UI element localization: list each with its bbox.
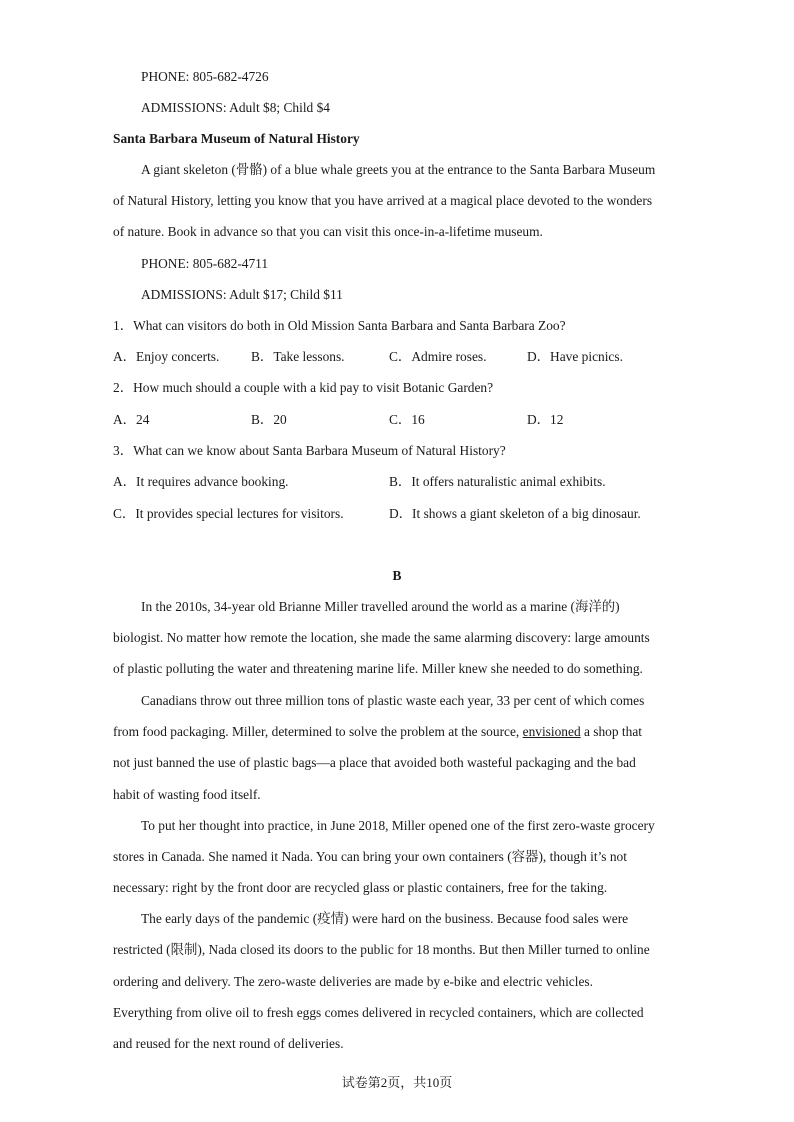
passage-line: Canadians throw out three million tons of plastic waste each year, 33 per cent of which comes	[141, 693, 645, 708]
passage-text: from food packaging. Miller, determined to solve the problem at the source,	[113, 724, 523, 739]
passage-line: restricted (限制), Nada closed its doors to the public for 18 months. But then Miller turned to online	[113, 942, 650, 957]
underlined-word: envisioned	[522, 724, 581, 739]
question-3-stem: 3．What can we know about Santa Barbara Museum of Natural History?	[113, 443, 506, 458]
museum-text-line: of nature. Book in advance so that you can visit this once-in-a-lifetime museum.	[113, 224, 543, 239]
page-footer: 试卷第2页，共10页	[341, 1075, 453, 1090]
q1-option-b: B．Take lessons.	[251, 349, 345, 364]
q3-option-b: B．It offers naturalistic animal exhibits.	[389, 474, 606, 489]
museum-text-line: of Natural History, letting you know that you have arrived at a magical place devoted to the wonders	[113, 193, 653, 208]
museum-admissions: ADMISSIONS: Adult $17; Child $11	[141, 287, 343, 302]
passage-line: necessary: right by the front door are recycled glass or plastic containers, free for the taking.	[113, 880, 608, 895]
passage-line: habit of wasting food itself.	[113, 787, 261, 802]
passage-line: ordering and delivery. The zero-waste deliveries are made by e-bike and electric vehicles.	[113, 974, 593, 989]
passage-line: stores in Canada. She named it Nada. You can bring your own containers (容器), though it’s not	[113, 849, 627, 864]
section-b-label: B	[392, 568, 402, 583]
q3-option-c: C．It provides special lectures for visitors.	[113, 506, 344, 521]
museum-phone: PHONE: 805-682-4711	[141, 256, 269, 271]
passage-line: The early days of the pandemic (疫情) were hard on the business. Because food sales were	[141, 911, 629, 926]
q3-option-a: A．It requires advance booking.	[113, 474, 289, 489]
passage-line: In the 2010s, 34-year old Brianne Miller travelled around the world as a marine (海洋的)	[141, 599, 620, 614]
question-2-stem: 2．How much should a couple with a kid pay to visit Botanic Garden?	[113, 380, 494, 395]
passage-line	[113, 723, 642, 741]
q1-option-d: D．Have picnics.	[527, 349, 623, 364]
passage-line: To put her thought into practice, in June 2018, Miller opened one of the first zero-waste grocery	[141, 818, 655, 833]
q2-option-c: C．16	[389, 412, 425, 427]
museum-text-line: A giant skeleton (骨骼) of a blue whale greets you at the entrance to the Santa Barbara Museum	[141, 162, 656, 177]
museum-heading: Santa Barbara Museum of Natural History	[113, 131, 360, 146]
zoo-admissions: ADMISSIONS: Adult $8; Child $4	[141, 100, 330, 115]
passage-line: not just banned the use of plastic bags—a place that avoided both wasteful packaging and the bad	[113, 755, 636, 770]
question-1-stem: 1．What can visitors do both in Old Mission Santa Barbara and Santa Barbara Zoo?	[113, 318, 566, 333]
passage-text: a shop that	[580, 724, 643, 739]
passage-line: Everything from olive oil to fresh eggs comes delivered in recycled containers, which are collected	[113, 1005, 644, 1020]
zoo-phone: PHONE: 805-682-4726	[141, 69, 269, 84]
q1-option-a: A．Enjoy concerts.	[113, 349, 220, 364]
q2-option-a: A．24	[113, 412, 150, 427]
q3-option-d: D．It shows a giant skeleton of a big dinosaur.	[389, 506, 641, 521]
passage-line: biologist. No matter how remote the location, she made the same alarming discovery: large amounts	[113, 630, 650, 645]
passage-line: and reused for the next round of deliveries.	[113, 1036, 344, 1051]
q2-option-b: B．20	[251, 412, 287, 427]
q2-option-d: D．12	[527, 412, 564, 427]
passage-line: of plastic polluting the water and threatening marine life. Miller knew she needed to do something.	[113, 661, 643, 676]
q1-option-c: C．Admire roses.	[389, 349, 487, 364]
